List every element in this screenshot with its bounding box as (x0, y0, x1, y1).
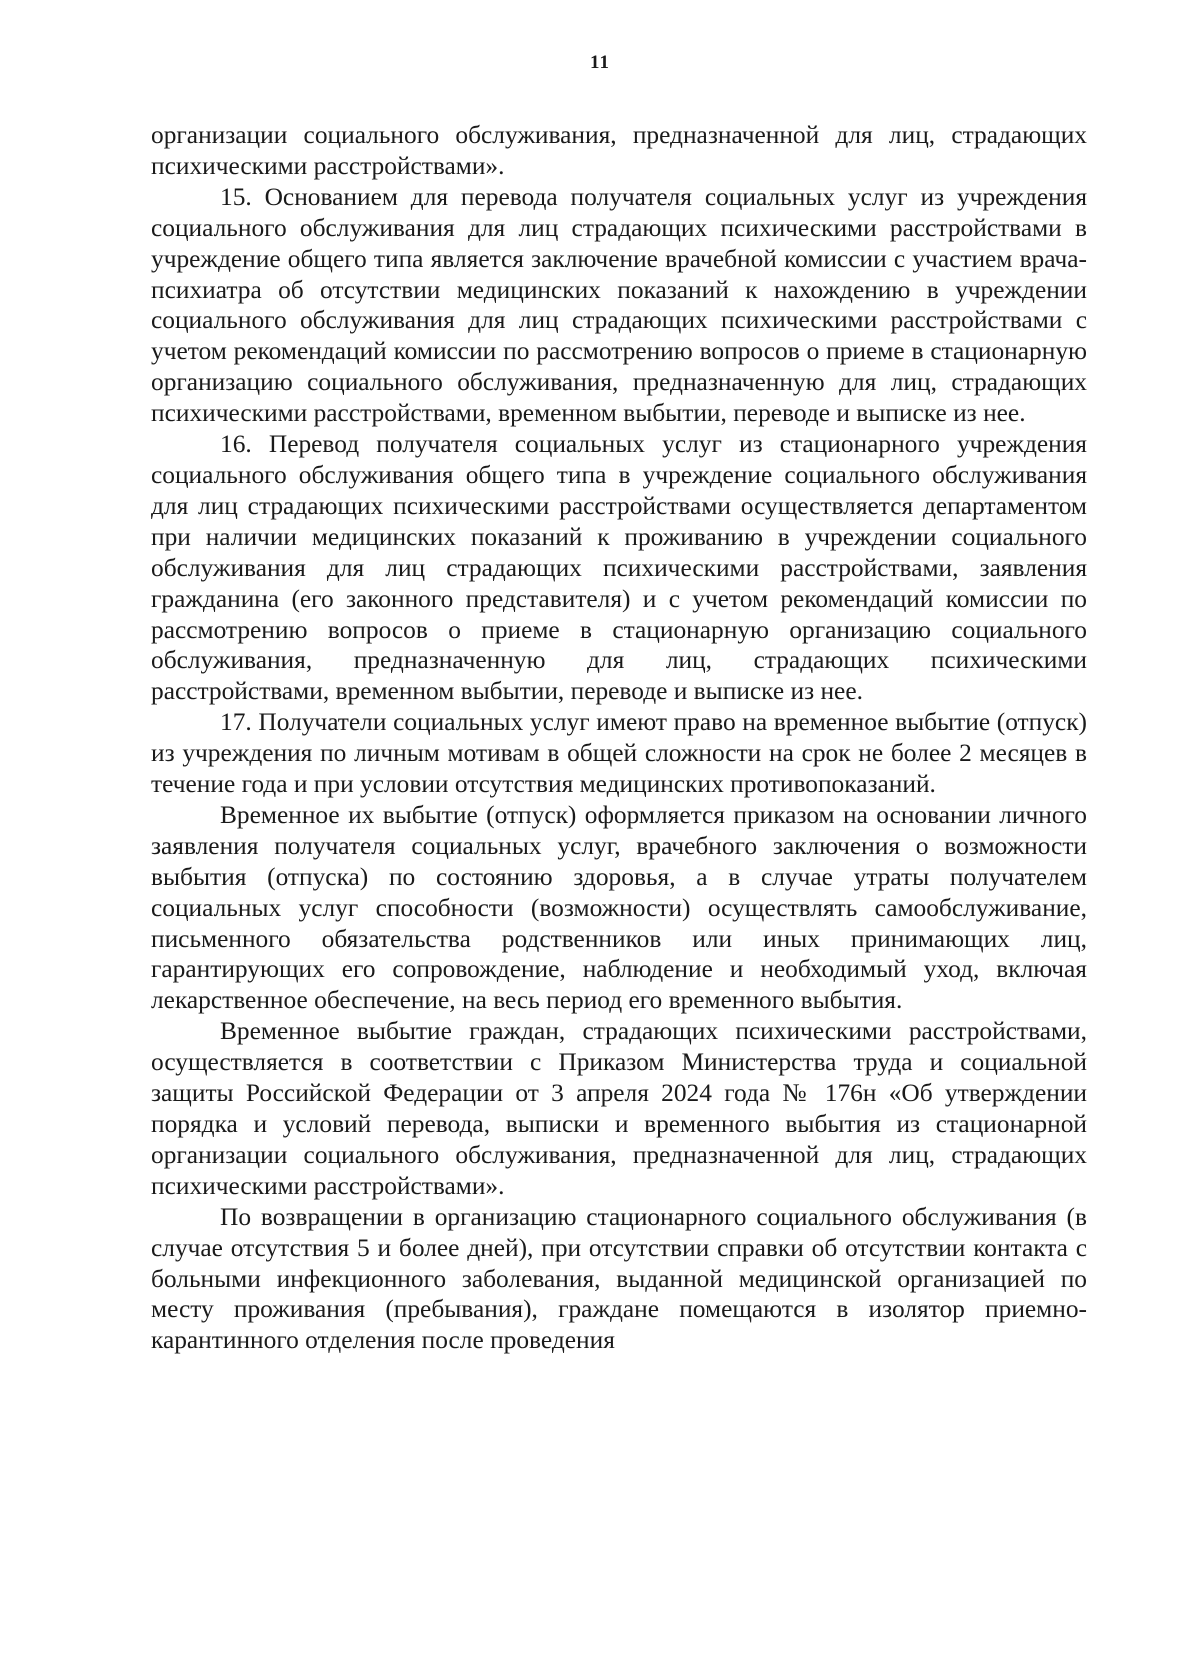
document-body (151, 120, 1087, 1356)
paragraph-item-15: 15. Основанием для перевода получателя социальных услуг из учреждения социального обслуживания для лиц страдающих психическими расстройствами в учреждение общего типа является заключение врачебной комиссии с участием врача-психиатра об отсутствии медицинских показаний к нахождению в учреждении социального обслуживания для лиц страдающих психическими расстройствами с учетом рекомендаций комиссии по рассмотрению вопросов о приеме в стационарную организацию социального обслуживания, предназначенную для лиц, страдающих психическими расстройствами, временном выбытии, переводе и выписке из нее. (151, 182, 1087, 428)
paragraph-return-quarantine: По возвращении в организацию стационарного социального обслуживания (в случае отсутствия 5 и более дней), при отсутствии справки об отсутствии контакта с больными инфекционного заболевания, выданной медицинской организацией по месту проживания (пребывания), граждане помещаются в изолятор приемно-карантинного отделения после проведения (151, 1202, 1087, 1355)
paragraph-item-17: 17. Получатели социальных услуг имеют право на временное выбытие (отпуск) из учреждения по личным мотивам в общей сложности на срок не более 2 месяцев в течение года и при условии отсутствия медицинских противопоказаний. (151, 708, 1087, 799)
paragraph-item-16: 16. Перевод получателя социальных услуг из стационарного учреждения социального обслуживания общего типа в учреждение социального обслуживания для лиц страдающих психическими расстройствами осуществляется департаментом при наличии медицинских показаний к проживанию в учреждении социального обслуживания для лиц страдающих психическими расстройствами, заявления гражданина (его законного представителя) и с учетом рекомендаций комиссии по рассмотрению вопросов о приеме в стационарную организацию социального обслуживания, предназначенную для лиц, страдающих психическими расстройствами, временном выбытии, переводе и выписке из нее. (151, 430, 1087, 706)
paragraph-leave-registration: Временное их выбытие (отпуск) оформляется приказом на основании личного заявления получателя социальных услуг, врачебного заключения о возможности выбытия (отпуска) по состоянию здоровья, а в случае утраты получателем социальных услуг способности (возможности) осуществлять самообслуживание, письменного обязательства родственников или иных принимающих лиц, гарантирующих его сопровождение, наблюдение и необходимый уход, включая лекарственное обеспечение, на весь период его временного выбытия. (151, 800, 1087, 1015)
paragraph-leave-regulation: Временное выбытие граждан, страдающих психическими расстройствами, осуществляется в соответствии с Приказом Министерства труда и социальной защиты Российской Федерации от 3 апреля 2024 года № 176н «Об утверждении порядка и условий перевода, выписки и временного выбытия из стационарной организации социального обслуживания, предназначенной для лиц, страдающих психическими расстройствами». (151, 1017, 1087, 1200)
paragraph-continuation: организации социального обслуживания, предназначенной для лиц, страдающих психическими расстройствами». (151, 121, 1087, 180)
page-number: 11 (590, 52, 610, 73)
